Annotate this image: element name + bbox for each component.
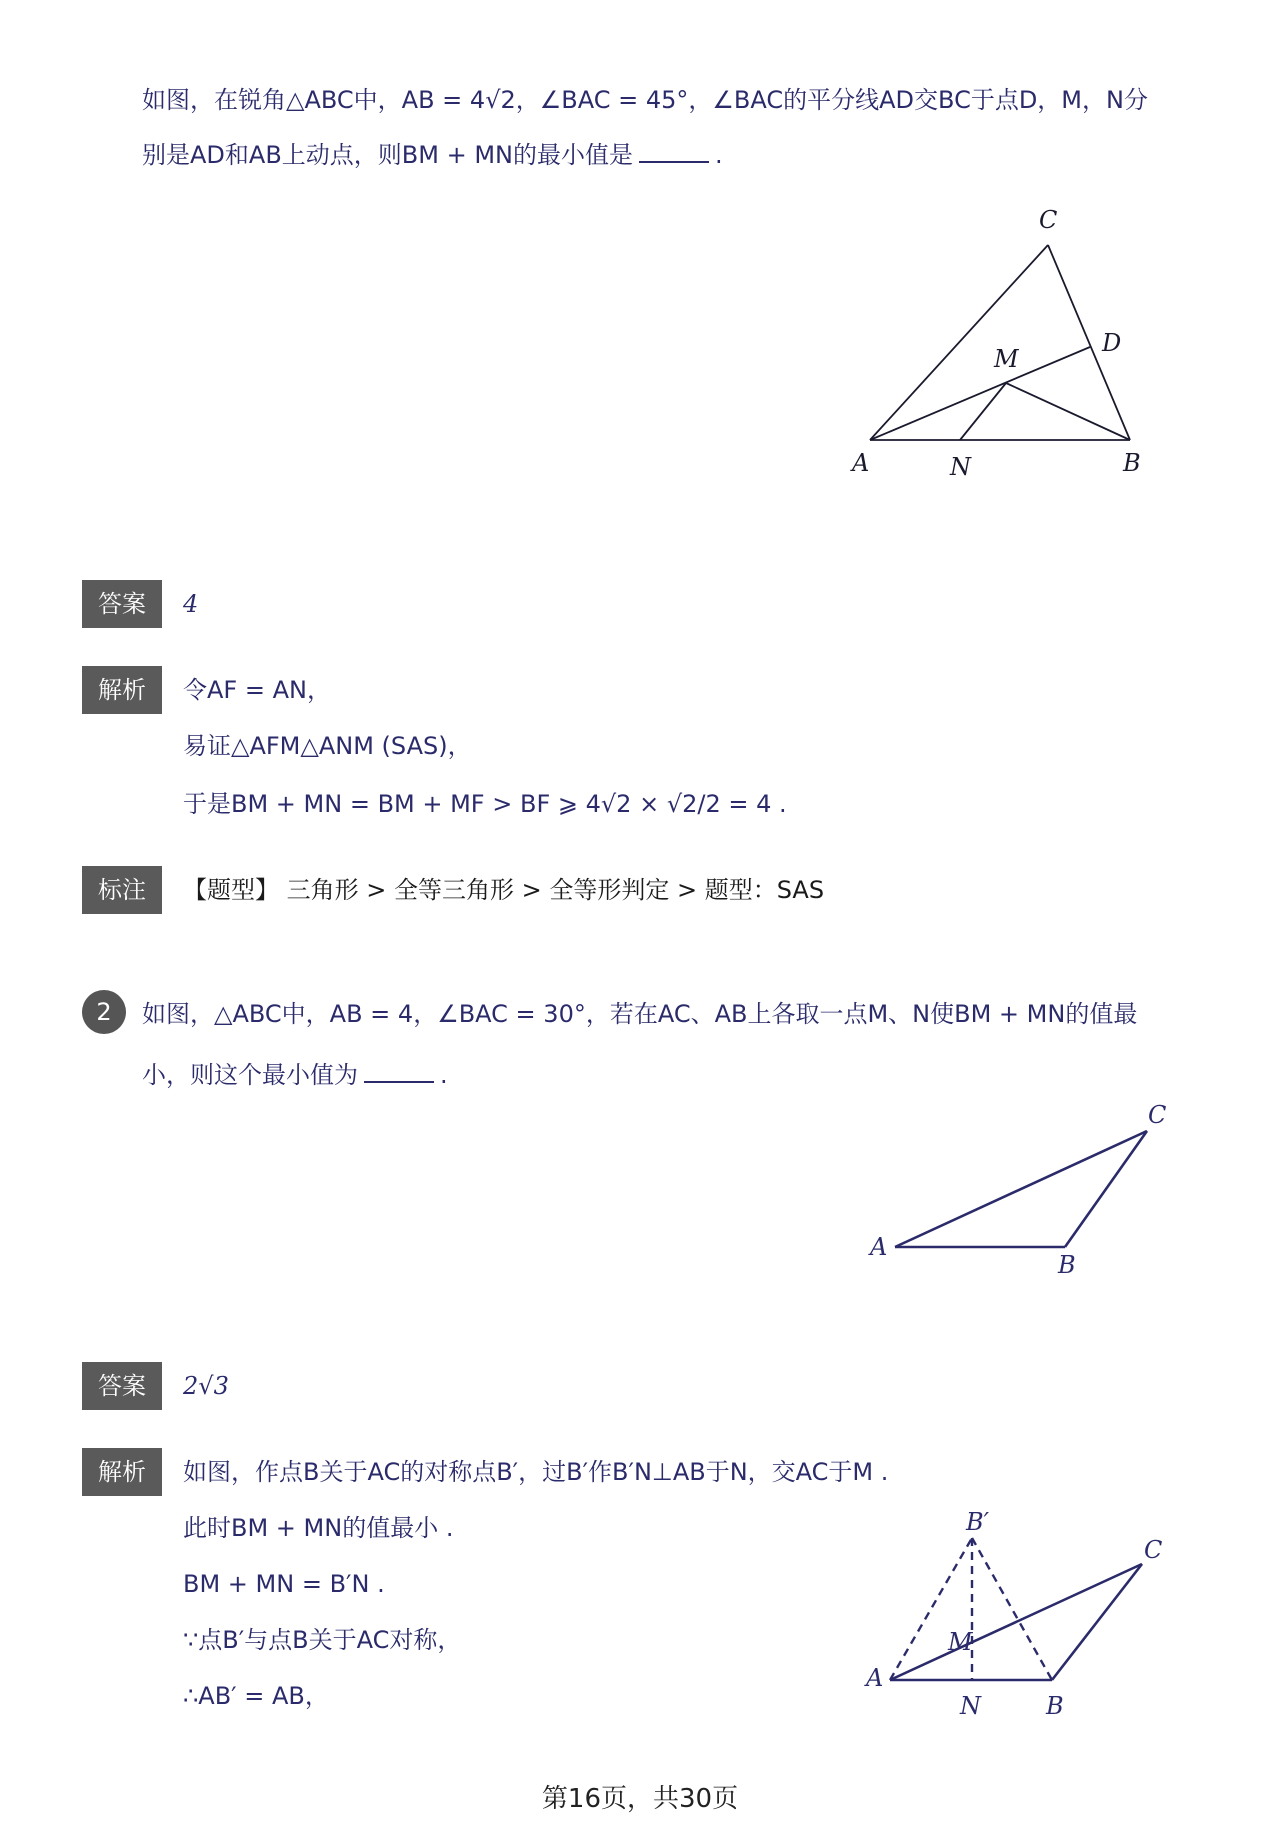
q2-seg-bc [1065, 1131, 1147, 1247]
q1-label-m: M [994, 345, 1019, 373]
q2f-label-c: C [1144, 1536, 1163, 1564]
q1-analysis-line3: 于是BM + MN = BM + MF > BF ⩾ 4√2 × √2/2 = 4 . [183, 790, 787, 818]
q2f-label-b: B [1046, 1692, 1064, 1720]
q2-analysis-figure [860, 1500, 1180, 1735]
q1-seg-ac [870, 245, 1048, 440]
page-footer: 第16页，共30页 [541, 1784, 739, 1814]
q2-stem-line2-text: 小，则这个最小值为 [142, 1061, 358, 1089]
q2-analysis-line4: ∵点B′与点B关于AC对称， [183, 1626, 462, 1654]
q2-seg-ac [895, 1131, 1147, 1247]
q2f-seg-ac [890, 1564, 1142, 1680]
q2-analysis-line5: ∴AB′ = AB， [183, 1682, 329, 1710]
q2-stem-line2-end: . [440, 1061, 448, 1089]
q1-figure [840, 195, 1170, 495]
q1-stem-line2-text: 别是AD和AB上动点，则BM + MN的最小值是 [142, 141, 633, 169]
q2-analysis-line2: 此时BM + MN的值最小 . [183, 1514, 454, 1542]
q2f-label-a: A [866, 1664, 884, 1692]
q1-stem-line2-end: . [714, 141, 723, 169]
q1-note-tag: 标注 [82, 866, 162, 914]
q2-label-b: B [1058, 1251, 1076, 1279]
q2-answer-tag: 答案 [82, 1362, 162, 1410]
q2f-label-bp: B′ [966, 1508, 990, 1536]
q2f-seg-bpb [972, 1538, 1052, 1680]
q2-figure [860, 1095, 1180, 1295]
q2f-seg-abp [890, 1538, 972, 1680]
q1-label-b: B [1123, 449, 1141, 477]
q1-label-a: A [852, 449, 870, 477]
q2f-seg-bc [1052, 1564, 1142, 1680]
q1-label-c: C [1039, 206, 1058, 234]
q2-analysis-line3: BM + MN = B′N . [183, 1570, 385, 1598]
q1-analysis-line2: 易证△AFM△ANM (SAS)， [183, 732, 472, 760]
q2-answer: 2√3 [183, 1372, 229, 1400]
q1-label-n: N [950, 453, 971, 481]
q2-analysis-tag: 解析 [82, 1448, 162, 1496]
q2-analysis-line1: 如图，作点B关于AC的对称点B′，过B′作B′N⊥AB于N，交AC于M . [183, 1458, 889, 1486]
q1-seg-ad [870, 347, 1090, 440]
q2f-label-n: N [960, 1692, 981, 1720]
q1-label-d: D [1102, 329, 1122, 357]
q1-stem-line1: 如图，在锐角△ABC中，AB = 4√2，∠BAC = 45°，∠BAC的平分线AD交BC于点D，M，N分 [142, 86, 1148, 114]
q2-stem-line2 [142, 1055, 448, 1095]
q1-note: 【题型】 三角形 > 全等三角形 > 全等形判定 > 题型：SAS [183, 876, 825, 904]
q1-stem-line2 [142, 135, 723, 175]
q1-answer: 4 [183, 590, 199, 618]
q2-answer-blank [364, 1059, 434, 1083]
q1-answer-tag: 答案 [82, 580, 162, 628]
q2-number-badge: 2 [82, 990, 126, 1034]
q2-stem-line1: 如图，△ABC中，AB = 4，∠BAC = 30°，若在AC、AB上各取一点M、N使BM + MN的值最 [142, 1000, 1138, 1028]
q1-seg-mb [1006, 383, 1130, 440]
q1-answer-blank [639, 139, 709, 163]
q1-analysis-line1: 令AF = AN， [183, 676, 331, 704]
q1-analysis-tag: 解析 [82, 666, 162, 714]
q2f-label-m: M [948, 1628, 973, 1656]
q2-label-a: A [870, 1233, 888, 1261]
q2-label-c: C [1148, 1101, 1167, 1129]
